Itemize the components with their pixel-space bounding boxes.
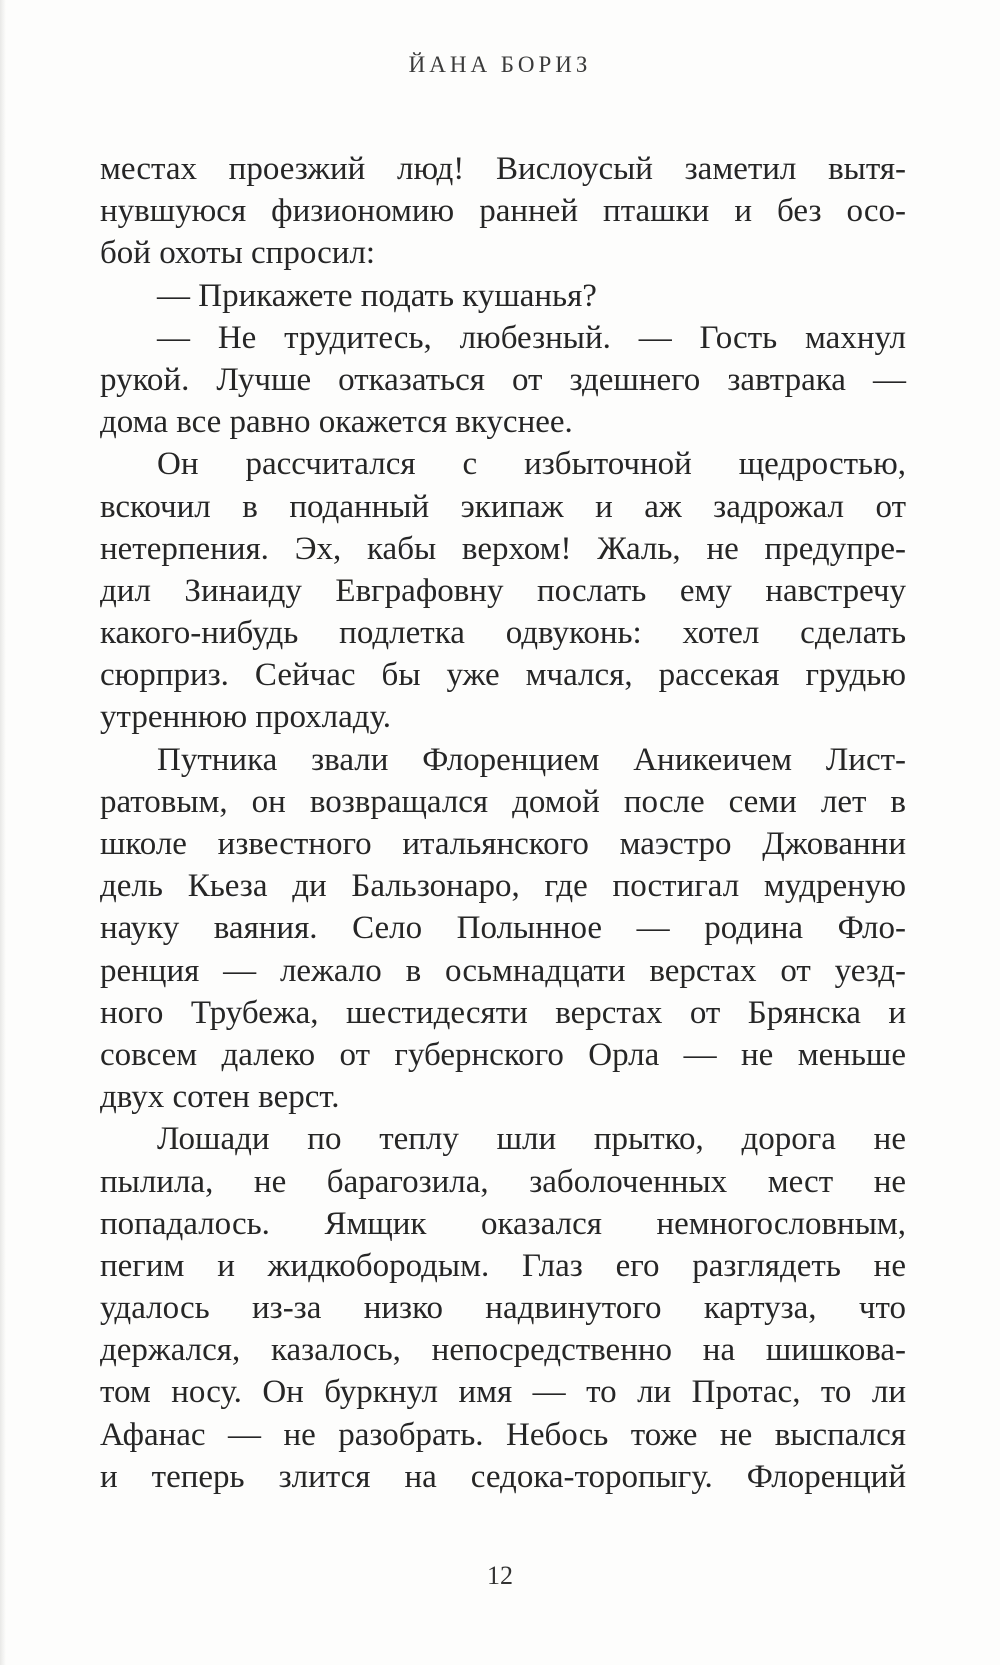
body-text <box>100 148 906 1498</box>
text-line: Лошади по теплу шли прытко, дорога не <box>157 1121 906 1158</box>
text-line: пегим и жидкобородым. Глаз его разглядеть не <box>100 1247 906 1284</box>
text-line: — Прикажете подать кушанья? <box>157 277 597 314</box>
text-line: ренция — лежало в осьмнадцати верстах от уезд- <box>100 952 906 989</box>
text-line: ного Трубежа, шестидесяти верстах от Брянска и <box>100 994 906 1031</box>
text-line: удалось из-за низко надвинутого картуза, что <box>100 1290 906 1327</box>
text-line: рукой. Лучше отказаться от здешнего завтрака — <box>100 361 906 398</box>
text-line: школе известного итальянского маэстро Джованни <box>100 826 906 862</box>
text-line: том носу. Он буркнул имя — то ли Протас, то ли <box>100 1374 906 1411</box>
text-line: Путника звали Флоренцием Аникеичем Лист- <box>157 741 906 778</box>
text-line: — Не трудитесь, любезный. — Гость махнул <box>157 319 906 356</box>
text-line: ратовым, он возвращался домой после семи лет в <box>100 783 906 820</box>
text-line: науку ваяния. Село Полынное — родина Фло- <box>100 910 906 947</box>
text-line: какого-нибудь подлетка одвуконь: хотел сделать <box>100 615 906 652</box>
text-line: совсем далеко от губернского Орла — не меньше <box>100 1036 906 1073</box>
text-line: вскочил в поданный экипаж и аж задрожал от <box>100 488 906 525</box>
text-line: Он рассчитался с избыточной щедростью, <box>157 446 906 483</box>
page-edge-shadow <box>0 0 6 1665</box>
text-line: держался, казалось, непосредственно на шишкова- <box>100 1332 906 1369</box>
text-line: пылила, не барагозила, заболоченных мест не <box>100 1163 906 1200</box>
page-number: 12 <box>487 1561 513 1590</box>
text-line: местах проезжий люд! Вислоусый заметил вытя- <box>100 151 906 187</box>
text-line: и теперь злится на седока-торопыгу. Флоренций <box>100 1458 906 1495</box>
text-line: Афанас — не разобрать. Небось тоже не выспался <box>100 1416 906 1453</box>
text-line: нетерпения. Эх, кабы верхом! Жаль, не предупре- <box>100 530 906 567</box>
text-line: дил Зинаиду Евграфовну послать ему навстречу <box>100 572 906 609</box>
text-line: сюрприз. Сейчас бы уже мчался, рассекая грудью <box>100 657 906 694</box>
running-head-author: ЙАНА БОРИЗ <box>408 52 592 77</box>
text-line: нувшуюся физиономию ранней пташки и без осо- <box>100 193 906 230</box>
text-line: двух сотен верст. <box>100 1079 340 1116</box>
text-line: бой охоты спросил: <box>100 235 376 272</box>
text-line: дома все равно окажется вкуснее. <box>100 404 573 441</box>
text-line: попадалось. Ямщик оказался немногословным, <box>100 1205 906 1242</box>
text-line: утреннюю прохладу. <box>100 699 392 736</box>
text-line: дель Кьеза ди Бальзонаро, где постигал мудреную <box>100 868 906 905</box>
